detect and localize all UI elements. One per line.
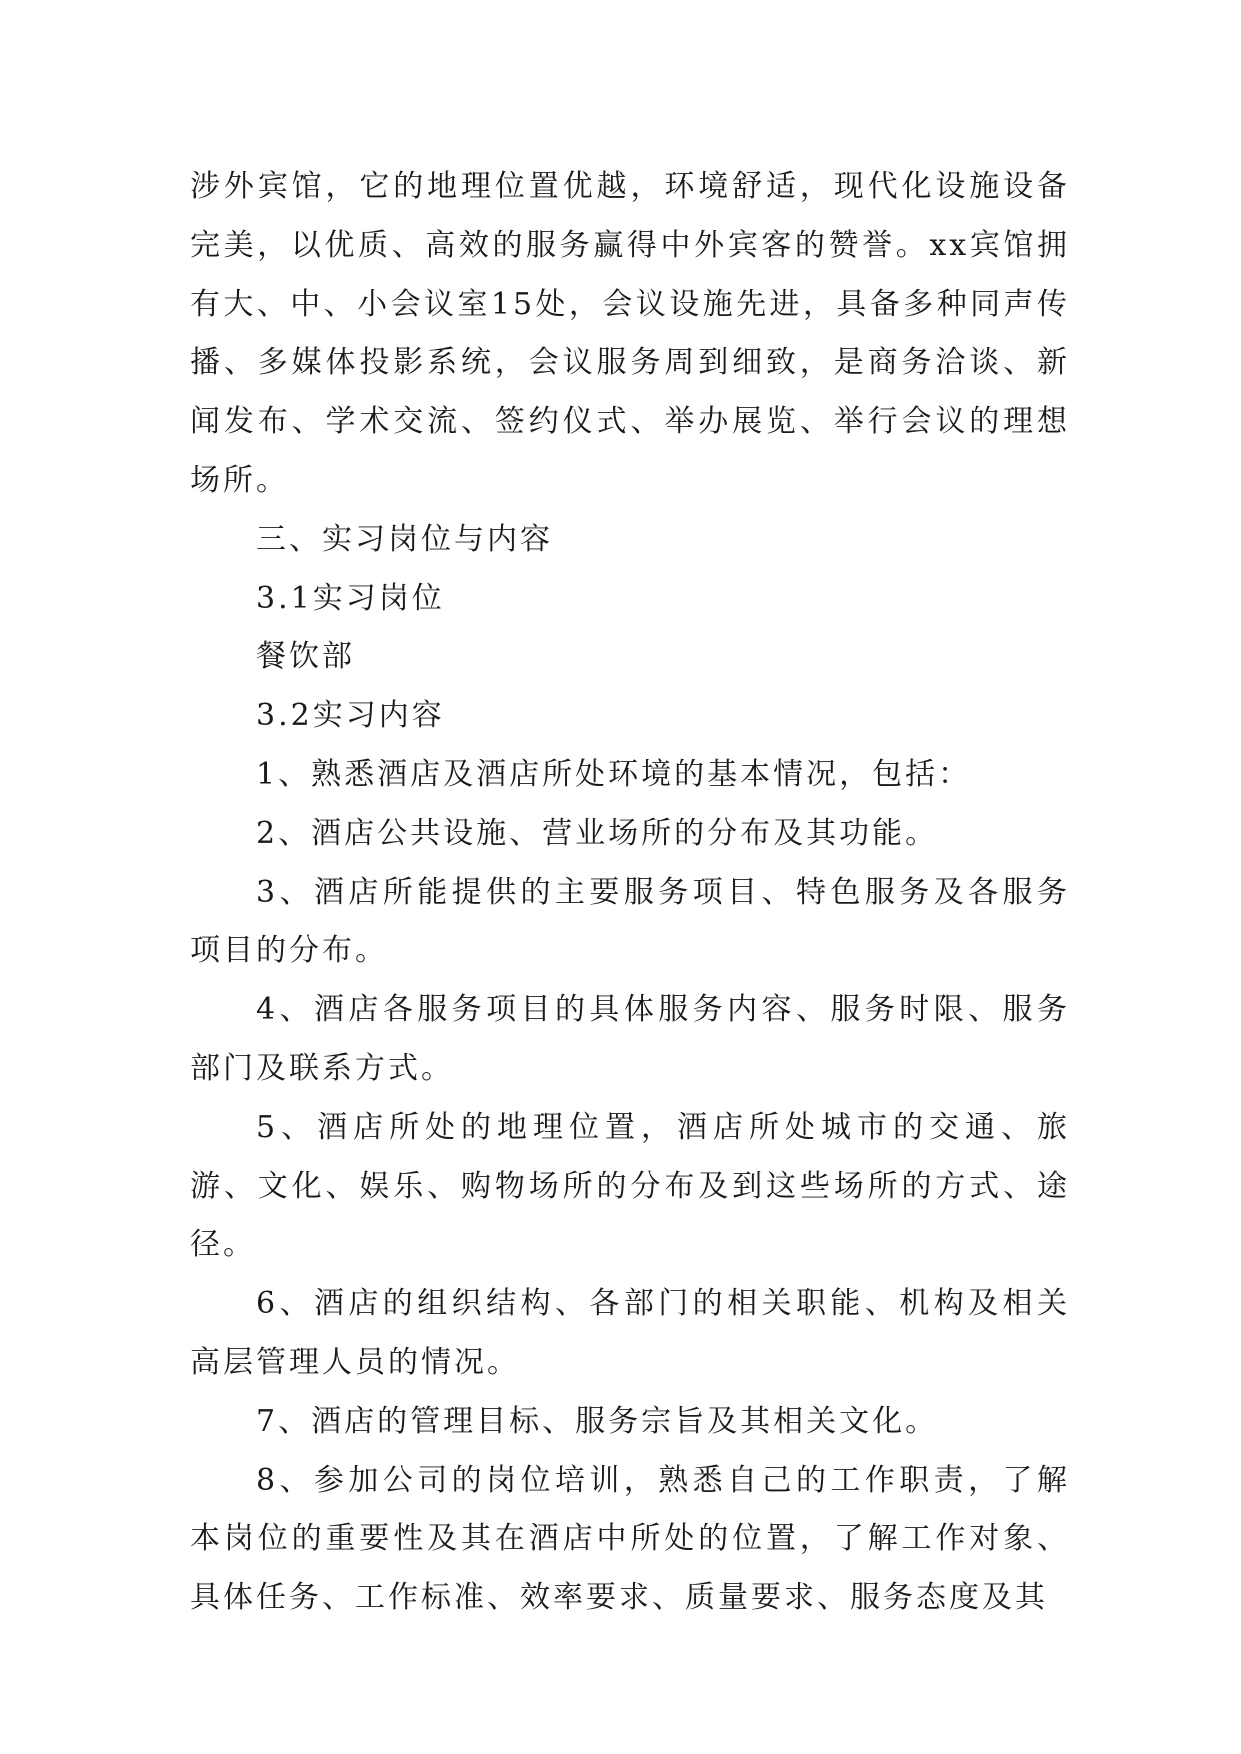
paragraph-intro: 涉外宾馆，它的地理位置优越，环境舒适，现代化设施设备完美，以优质、高效的服务赢得中外宾客的赞誉。xx宾馆拥有大、中、小会议室15处，会议设施先进，具备多种同声传播、多媒体投影系统，会议服务周到细致，是商务洽谈、新闻发布、学术交流、签约仪式、举办展览、举行会议的理想场所。 [190, 169, 1070, 498]
document-body [190, 158, 1070, 1628]
list-item-1: 1、熟悉酒店及酒店所处环境的基本情况，包括： [256, 756, 972, 792]
list-item-3: 3、酒店所能提供的主要服务项目、特色服务及各服务项目的分布。 [190, 874, 1070, 969]
list-item-6: 6、酒店的组织结构、各部门的相关职能、机构及相关高层管理人员的情况。 [190, 1286, 1070, 1380]
paragraph-department: 餐饮部 [256, 639, 355, 675]
section-heading: 三、实习岗位与内容 [256, 521, 553, 557]
list-item-7: 7、酒店的管理目标、服务宗旨及其相关文化。 [256, 1403, 939, 1439]
list-item-5: 5、酒店所处的地理位置，酒店所处城市的交通、旅游、文化、娱乐、购物场所的分布及到这些场所的方式、途径。 [190, 1109, 1070, 1263]
list-item-8: 8、参加公司的岗位培训，熟悉自己的工作职责，了解本岗位的重要性及其在酒店中所处的位置，了解工作对象、具体任务、工作标准、效率要求、质量要求、服务态度及其 [190, 1462, 1070, 1616]
list-item-2: 2、酒店公共设施、营业场所的分布及其功能。 [256, 815, 939, 851]
list-item-4: 4、酒店各服务项目的具体服务内容、服务时限、服务部门及联系方式。 [190, 992, 1070, 1086]
subsection-heading-content: 3.2实习内容 [256, 698, 445, 734]
subsection-heading-position: 3.1实习岗位 [256, 580, 445, 616]
